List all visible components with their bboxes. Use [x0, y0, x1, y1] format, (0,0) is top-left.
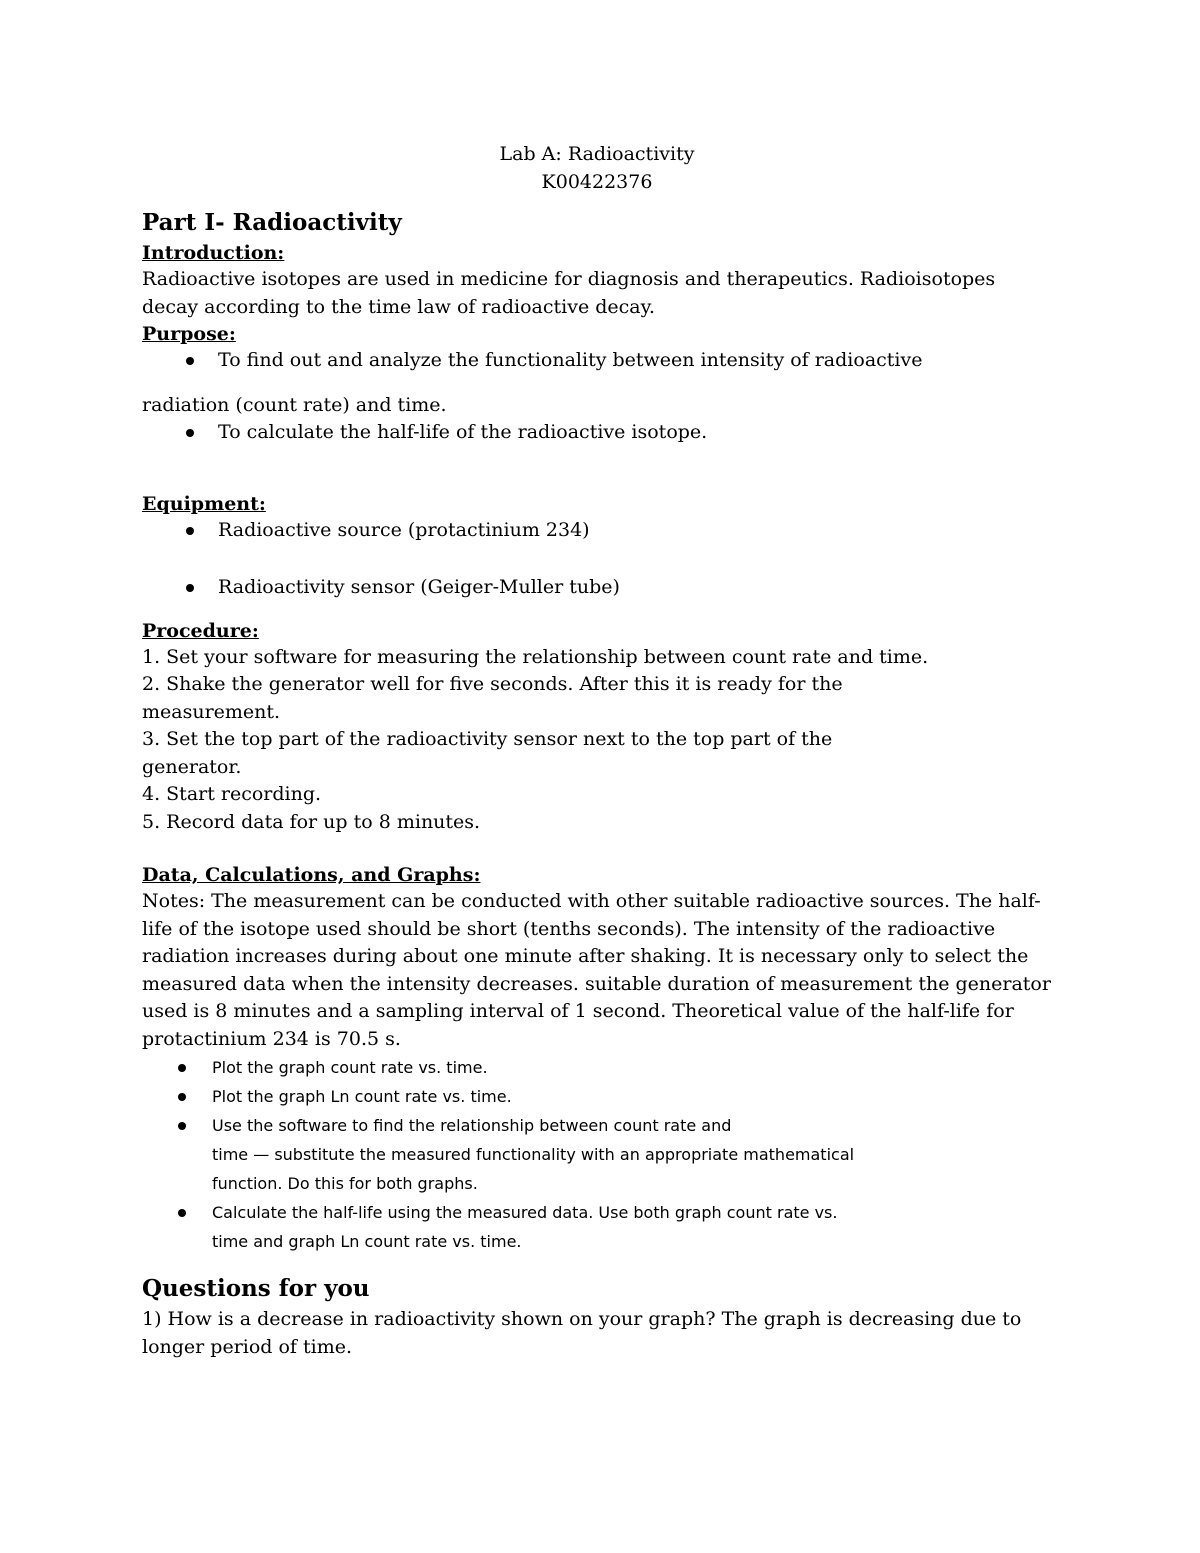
procedure-steps	[142, 644, 1052, 837]
data-item-line: time — substitute the measured functionality with an appropriate mathematical	[212, 1145, 855, 1164]
data-section-notes: Notes: The measurement can be conducted with other suitable radioactive sources. The half-life of the isotope used should be short (tenths seconds). The intensity of the radioactive radiation increases during about one minute after shaking. It is necessary only to select the measured data when the intensity decreases. suitable duration of measurement the generator used is 8 minutes and a sampling interval of 1 second. Theoretical value of the half-life for protactinium 234 is 70.5 s.	[142, 890, 1051, 1050]
document-title: Lab A: Radioactivity	[499, 143, 695, 165]
data-item-line: Plot the graph Ln count rate vs. time.	[212, 1087, 512, 1106]
procedure-step: generator.	[142, 755, 242, 778]
equipment-item: Radioactivity sensor (Geiger-Muller tube)	[142, 574, 1052, 602]
data-section-list	[142, 1053, 1052, 1256]
purpose-list-2	[142, 419, 1052, 447]
equipment-heading: Equipment:	[142, 492, 266, 515]
data-item-line: time and graph Ln count rate vs. time.	[212, 1232, 522, 1251]
purpose-heading: Purpose:	[142, 323, 236, 345]
document-page	[142, 140, 1052, 1361]
data-item	[142, 1111, 1052, 1198]
part1-heading: Part I- Radioactivity	[142, 209, 402, 236]
procedure-step: 3. Set the top part of the radioactivity sensor next to the top part of the	[142, 728, 833, 750]
procedure-step: measurement.	[142, 700, 281, 723]
questions-heading: Questions for you	[142, 1275, 370, 1302]
purpose-item-1: To find out and analyze the functionality between intensity of radioactive	[142, 347, 1052, 375]
procedure-step: 5. Record data for up to 8 minutes.	[142, 810, 481, 833]
introduction-heading: Introduction:	[142, 242, 285, 264]
equipment-list	[142, 517, 1052, 602]
data-item-line: Use the software to find the relationship between count rate and	[212, 1116, 732, 1135]
purpose-list	[142, 347, 1052, 375]
introduction-text: Radioactive isotopes are used in medicine for diagnosis and therapeutics. Radioisotopes decay according to the time law of radioactive decay.	[142, 268, 996, 318]
procedure-heading: Procedure:	[142, 619, 259, 642]
data-item	[142, 1082, 1052, 1111]
data-item-line: Calculate the half-life using the measured data. Use both graph count rate vs.	[212, 1203, 838, 1222]
procedure-step: 4. Start recording.	[142, 783, 322, 805]
purpose-item-2: To calculate the half-life of the radioactive isotope.	[142, 419, 1052, 447]
data-item-line: function. Do this for both graphs.	[212, 1174, 478, 1193]
data-section-heading: Data, Calculations, and Graphs:	[142, 864, 481, 886]
equipment-item: Radioactive source (protactinium 234)	[142, 517, 1052, 545]
procedure-step: 2. Shake the generator well for five seconds. After this it is ready for the	[142, 673, 843, 695]
purpose-item-1-continuation: radiation (count rate) and time.	[142, 393, 447, 416]
data-item-line: Plot the graph count rate vs. time.	[212, 1058, 488, 1077]
data-item	[142, 1198, 1052, 1256]
student-id: K00422376	[541, 171, 653, 193]
procedure-step: 1. Set your software for measuring the relationship between count rate and time.	[142, 645, 929, 668]
question-1: 1) How is a decrease in radioactivity shown on your graph? The graph is decreasing due to longer period of time.	[142, 1308, 1022, 1358]
data-item	[142, 1053, 1052, 1082]
